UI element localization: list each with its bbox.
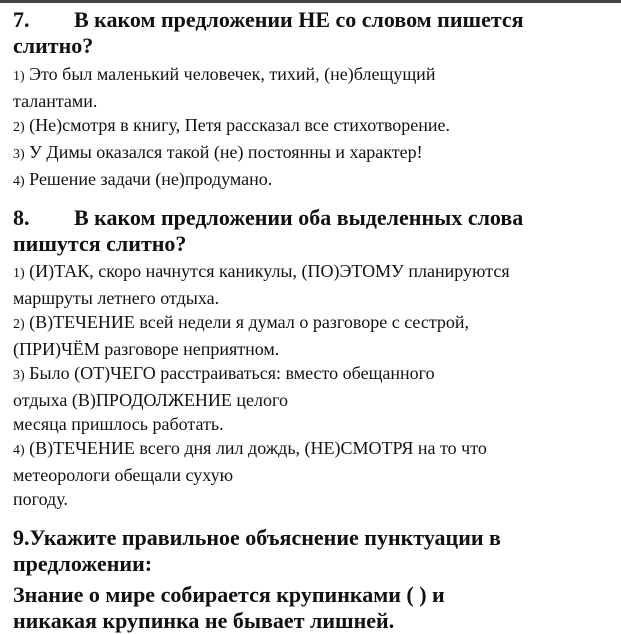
question-7-title xyxy=(13,7,613,59)
question-8-title xyxy=(13,205,613,257)
question-9-title-line-1: 9.Укажите правильное объяснение пунктуации в xyxy=(13,525,501,550)
top-border-line xyxy=(0,0,621,3)
question-8 xyxy=(13,205,613,511)
question-8-option-1: 1) (И)ТАК, скоро начнутся каникулы, (ПО)ЭТОМУ планируются маршруты летнего отдыха. xyxy=(13,261,510,308)
option-number: 4) xyxy=(13,174,25,189)
question-8-option-3: 3) Было (ОТ)ЧЕГО расстраиваться: вместо обещанного отдыха (В)ПРОДОЛЖЕНИЕ целого месяца пришлось работать. xyxy=(13,363,435,434)
option-number: 4) xyxy=(13,443,25,458)
option-number: 3) xyxy=(13,147,25,162)
document-page xyxy=(13,4,613,634)
option-number: 1) xyxy=(13,69,25,84)
question-7-options xyxy=(13,62,613,194)
question-7-number: 7. xyxy=(13,7,30,32)
question-9-title-line-2: предложении: xyxy=(13,551,153,576)
question-8-number: 8. xyxy=(13,205,30,230)
question-9-sentence: Знание о мире собирается крупинками ( ) и никакая крупинка не бывает лишней. xyxy=(13,582,445,633)
question-8-title-line-2: пишутся слитно? xyxy=(13,231,187,256)
question-9-title xyxy=(13,525,613,577)
question-7 xyxy=(13,7,613,194)
option-number: 2) xyxy=(13,120,25,135)
question-9 xyxy=(13,525,613,634)
question-8-options xyxy=(13,259,613,511)
question-7-option-1: 1) Это был маленький человечек, тихий, (не)блещущий талантами. xyxy=(13,64,436,111)
option-number: 1) xyxy=(13,266,25,281)
question-8-option-2: 2) (В)ТЕЧЕНИЕ всей недели я думал о разговоре с сестрой, (ПРИ)ЧЁМ разговоре неприятном. xyxy=(13,312,470,359)
question-7-option-2: 2) (Не)смотря в книгу, Петя рассказал все стихотворение. xyxy=(13,115,450,135)
question-8-option-4: 4) (В)ТЕЧЕНИЕ всего дня лил дождь, (НЕ)СМОТРЯ на то что метеорологи обещали сухую погоду. xyxy=(13,438,487,509)
question-8-title-line-1: 8. В каком предложении оба выделенных слова xyxy=(13,205,524,230)
option-number: 2) xyxy=(13,317,25,332)
question-7-option-4: 4) Решение задачи (не)продумано. xyxy=(13,169,273,189)
question-7-title-line-1: 7. В каком предложении НЕ со словом пишется xyxy=(13,7,524,32)
question-7-option-3: 3) У Димы оказался такой (не) постоянны и характер! xyxy=(13,142,423,162)
option-number: 3) xyxy=(13,368,25,383)
question-7-title-line-2: слитно? xyxy=(13,33,94,58)
question-9-number: 9. xyxy=(13,525,30,550)
